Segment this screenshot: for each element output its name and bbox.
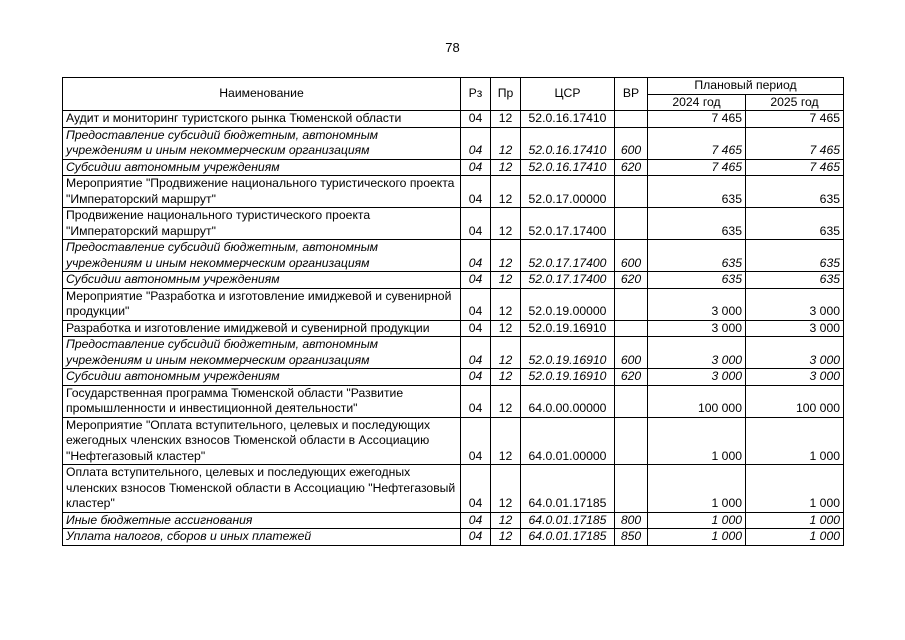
row-rz: 04 [461, 385, 491, 417]
row-2024: 7 465 [648, 159, 746, 176]
row-csr: 52.0.17.17400 [521, 208, 615, 240]
row-2025: 7 465 [746, 159, 844, 176]
row-vr [615, 320, 648, 337]
row-rz: 04 [461, 176, 491, 208]
row-2025: 1 000 [746, 529, 844, 546]
row-2025: 1 000 [746, 417, 844, 465]
header-rz: Рз [461, 78, 491, 111]
row-name: Предоставление субсидий бюджетным, автономным учреждениям и иным некоммерческим организациям [63, 240, 461, 272]
row-2024: 1 000 [648, 512, 746, 529]
row-pr: 12 [491, 176, 521, 208]
row-rz: 04 [461, 208, 491, 240]
row-csr: 52.0.16.17410 [521, 159, 615, 176]
table-row [63, 240, 844, 272]
table-row [63, 272, 844, 289]
row-2025: 3 000 [746, 288, 844, 320]
row-2024: 1 000 [648, 465, 746, 513]
row-csr: 52.0.16.17410 [521, 111, 615, 128]
row-2024: 1 000 [648, 417, 746, 465]
row-vr [615, 417, 648, 465]
table-row [63, 159, 844, 176]
header-pr: Пр [491, 78, 521, 111]
table-row [63, 288, 844, 320]
page-number: 78 [445, 40, 460, 55]
table-row [63, 208, 844, 240]
header-csr: ЦСР [521, 78, 615, 111]
header-2025: 2025 год [746, 94, 844, 111]
row-vr [615, 208, 648, 240]
row-pr: 12 [491, 337, 521, 369]
row-rz: 04 [461, 240, 491, 272]
row-name: Продвижение национального туристического проекта "Императорский маршрут" [63, 208, 461, 240]
budget-table [62, 77, 844, 546]
row-2025: 635 [746, 176, 844, 208]
row-2024: 7 465 [648, 127, 746, 159]
row-vr: 620 [615, 272, 648, 289]
row-pr: 12 [491, 208, 521, 240]
row-2025: 635 [746, 272, 844, 289]
row-pr: 12 [491, 320, 521, 337]
row-rz: 04 [461, 465, 491, 513]
row-name: Иные бюджетные ассигнования [63, 512, 461, 529]
row-vr: 600 [615, 127, 648, 159]
row-pr: 12 [491, 512, 521, 529]
row-pr: 12 [491, 465, 521, 513]
row-pr: 12 [491, 159, 521, 176]
row-pr: 12 [491, 240, 521, 272]
row-2025: 7 465 [746, 127, 844, 159]
row-name: Мероприятие "Оплата вступительного, целевых и последующих ежегодных членских взносов Тюменской области в Ассоциацию "Нефтегазовый кластер" [63, 417, 461, 465]
row-vr [615, 176, 648, 208]
row-name: Уплата налогов, сборов и иных платежей [63, 529, 461, 546]
row-2024: 3 000 [648, 369, 746, 386]
row-2024: 3 000 [648, 320, 746, 337]
row-rz: 04 [461, 417, 491, 465]
row-2025: 1 000 [746, 512, 844, 529]
row-name: Субсидии автономным учреждениям [63, 159, 461, 176]
row-vr [615, 111, 648, 128]
row-csr: 52.0.19.00000 [521, 288, 615, 320]
table-row [63, 465, 844, 513]
row-2025: 3 000 [746, 320, 844, 337]
row-pr: 12 [491, 272, 521, 289]
table-row [63, 111, 844, 128]
row-rz: 04 [461, 127, 491, 159]
table-row [63, 369, 844, 386]
header-vr: ВР [615, 78, 648, 111]
row-name: Предоставление субсидий бюджетным, автономным учреждениям и иным некоммерческим организациям [63, 127, 461, 159]
row-2024: 100 000 [648, 385, 746, 417]
row-name: Мероприятие "Продвижение национального туристического проекта "Императорский маршрут" [63, 176, 461, 208]
row-rz: 04 [461, 337, 491, 369]
row-csr: 64.0.01.17185 [521, 465, 615, 513]
row-pr: 12 [491, 417, 521, 465]
row-name: Оплата вступительного, целевых и последующих ежегодных членских взносов Тюменской области в Ассоциацию "Нефтегазовый кластер" [63, 465, 461, 513]
row-vr: 800 [615, 512, 648, 529]
row-2024: 3 000 [648, 288, 746, 320]
row-pr: 12 [491, 288, 521, 320]
row-2025: 3 000 [746, 337, 844, 369]
row-vr: 620 [615, 159, 648, 176]
table-row [63, 385, 844, 417]
row-csr: 64.0.00.00000 [521, 385, 615, 417]
row-name: Разработка и изготовление имиджевой и сувенирной продукции [63, 320, 461, 337]
header-planned-period: Плановый период [648, 78, 844, 95]
row-pr: 12 [491, 385, 521, 417]
header-2024: 2024 год [648, 94, 746, 111]
row-vr: 600 [615, 240, 648, 272]
row-rz: 04 [461, 369, 491, 386]
row-2024: 635 [648, 208, 746, 240]
row-name: Государственная программа Тюменской области "Развитие промышленности и инвестиционной деятельности" [63, 385, 461, 417]
row-csr: 52.0.17.17400 [521, 272, 615, 289]
row-rz: 04 [461, 512, 491, 529]
row-2025: 7 465 [746, 111, 844, 128]
row-name: Мероприятие "Разработка и изготовление имиджевой и сувенирной продукции" [63, 288, 461, 320]
row-rz: 04 [461, 529, 491, 546]
row-2024: 635 [648, 272, 746, 289]
table-row [63, 127, 844, 159]
row-rz: 04 [461, 320, 491, 337]
row-csr: 52.0.17.00000 [521, 176, 615, 208]
row-pr: 12 [491, 127, 521, 159]
row-pr: 12 [491, 529, 521, 546]
row-csr: 64.0.01.17185 [521, 529, 615, 546]
row-2025: 635 [746, 208, 844, 240]
table-row [63, 337, 844, 369]
table-row [63, 176, 844, 208]
row-2024: 1 000 [648, 529, 746, 546]
row-2024: 3 000 [648, 337, 746, 369]
row-csr: 52.0.19.16910 [521, 369, 615, 386]
row-name: Предоставление субсидий бюджетным, автономным учреждениям и иным некоммерческим организациям [63, 337, 461, 369]
row-vr: 600 [615, 337, 648, 369]
row-csr: 52.0.19.16910 [521, 320, 615, 337]
row-2024: 635 [648, 176, 746, 208]
row-csr: 52.0.19.16910 [521, 337, 615, 369]
table-row [63, 320, 844, 337]
row-csr: 64.0.01.17185 [521, 512, 615, 529]
row-name: Субсидии автономным учреждениям [63, 272, 461, 289]
row-vr [615, 385, 648, 417]
row-pr: 12 [491, 369, 521, 386]
row-vr: 850 [615, 529, 648, 546]
row-vr [615, 288, 648, 320]
row-2025: 635 [746, 240, 844, 272]
header-name: Наименование [63, 78, 461, 111]
row-csr: 64.0.01.00000 [521, 417, 615, 465]
row-name: Аудит и мониторинг туристского рынка Тюменской области [63, 111, 461, 128]
table-row [63, 417, 844, 465]
table-body [63, 111, 844, 546]
row-rz: 04 [461, 159, 491, 176]
row-pr: 12 [491, 111, 521, 128]
row-2025: 1 000 [746, 465, 844, 513]
table-row [63, 512, 844, 529]
row-name: Субсидии автономным учреждениям [63, 369, 461, 386]
row-2024: 7 465 [648, 111, 746, 128]
row-csr: 52.0.16.17410 [521, 127, 615, 159]
row-2025: 100 000 [746, 385, 844, 417]
row-csr: 52.0.17.17400 [521, 240, 615, 272]
row-2025: 3 000 [746, 369, 844, 386]
table-row [63, 529, 844, 546]
row-vr: 620 [615, 369, 648, 386]
row-rz: 04 [461, 272, 491, 289]
row-rz: 04 [461, 288, 491, 320]
row-2024: 635 [648, 240, 746, 272]
row-rz: 04 [461, 111, 491, 128]
row-vr [615, 465, 648, 513]
